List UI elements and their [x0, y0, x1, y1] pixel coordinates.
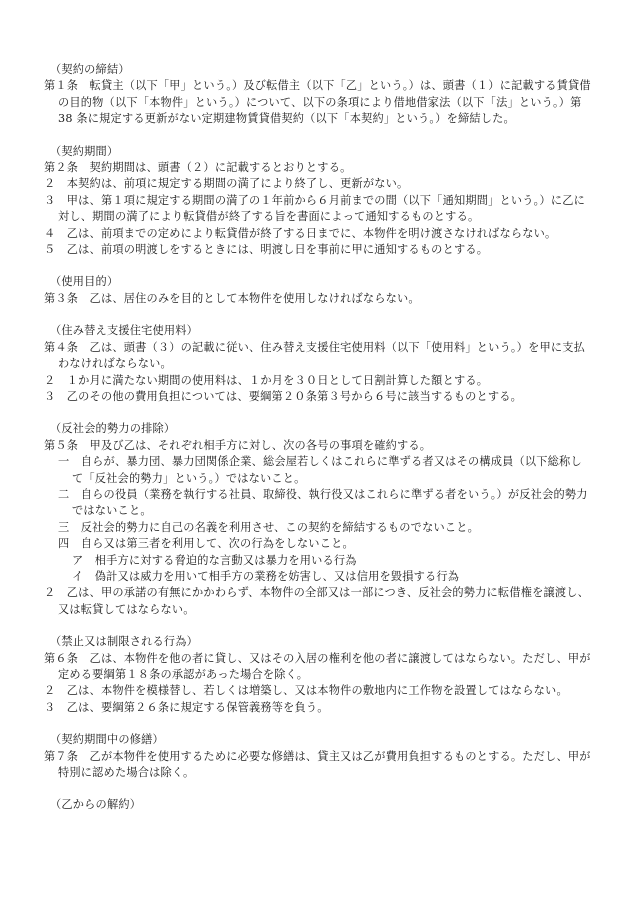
- article-5-paragraph-2: ２ 乙は、甲の承諾の有無にかかわらず、本物件の全部又は一部につき、反社会的勢力に転借権を譲渡し、又は転貸してはならない。: [44, 586, 590, 616]
- article-5-item-4-b: イ 偽計又は威力を用いて相手方の業務を妨害し、又は信用を毀損する行為: [72, 569, 460, 583]
- article-4-paragraph-3: ３ 乙のその他の費用負担については、要綱第２０条第３号から６号に該当するものとする。: [44, 389, 523, 403]
- article-6-heading: （禁止又は制限される行為）: [50, 635, 199, 649]
- article-2-paragraph-5: ５ 乙は、前項の明渡しをするときには、明渡し日を事前に甲に通知するものとする。: [44, 243, 489, 257]
- article-4-text: 第４条 乙は、頭書（３）の記載に従い、住み替え支援住宅使用料（以下「使用料」という。）を甲に支払わなければならない。: [44, 340, 586, 371]
- article-7-text: 第７条 乙が本物件を使用するために必要な修繕は、貸主又は乙が費用負担するものとする。ただし、甲が特別に認めた場合は除く。: [44, 749, 591, 780]
- article-5-item-4: 四 自ら又は第三者を利用して、次の行為をしないこと。: [58, 537, 354, 551]
- article-5: [44, 421, 592, 618]
- article-4: [44, 323, 592, 405]
- article-2-text: 第２条 契約期間は、頭書（２）に記載するとおりとする。: [44, 161, 352, 175]
- article-6: [44, 634, 592, 716]
- article-8: [44, 797, 592, 813]
- article-8-heading: （乙からの解約）: [50, 798, 142, 812]
- article-3-text: 第３条 乙は、居住のみを目的として本物件を使用しなければならない。: [44, 291, 420, 305]
- article-2-paragraph-4: ４ 乙は、前項までの定めにより転貸借が終了する日までに、本物件を明け渡さなければならない。: [44, 226, 557, 240]
- article-3: [44, 274, 592, 307]
- article-7-heading: （契約期間中の修繕）: [50, 733, 164, 747]
- article-5-item-2: 二 自らの役員（業務を執行する社員、取締役、執行役又はこれらに準ずる者をいう。）が反社会的勢力ではないこと。: [58, 487, 588, 518]
- article-1-heading: （契約の締結）: [50, 63, 130, 76]
- article-2-heading: （契約期間）: [50, 144, 119, 158]
- article-3-heading: （使用目的）: [50, 275, 119, 289]
- article-4-paragraph-2: ２ １か月に満たない期間の使用料は、１か月を３０日として日割計算した額とする。: [44, 373, 489, 387]
- article-5-text: 第５条 甲及び乙は、それぞれ相手方に対し、次の各号の事項を確約する。: [44, 438, 432, 452]
- article-2-paragraph-3: ３ 甲は、第１項に規定する期間の満了の１年前から６月前までの間（以下「通知期間」という。）に乙に対し、期間の満了により転貸借が終了する旨を書面によって通知するものとする。: [44, 193, 586, 224]
- article-5-item-3: 三 反社会的勢力に自己の名義を利用させ、この契約を締結するものでないこと。: [58, 520, 480, 534]
- article-7: [44, 732, 592, 781]
- article-6-paragraph-3: ３ 乙は、要綱第２６条に規定する保管義務等を負う。: [44, 700, 329, 714]
- article-2: [44, 144, 592, 259]
- article-5-item-1: 一 自らが、暴力団、暴力団関係企業、総会屋若しくはこれらに準ずる者又はその構成員（以下総称して「反社会的勢力」という。）ではないこと。: [58, 455, 582, 485]
- document-page: [44, 62, 592, 814]
- article-6-text: 第６条 乙は、本物件を他の者に貸し、又はその入居の権利を他の者に譲渡してはならない。ただし、甲が定める要綱第１８条の承認があった場合を除く。: [44, 651, 591, 681]
- article-6-paragraph-2: ２ 乙は、本物件を模様替し、若しくは増築し、又は本物件の敷地内に工作物を設置してはならない。: [44, 684, 568, 698]
- article-1-text: 第１条 転貸主（以下「甲」という。）及び転借主（以下「乙」という。）は、頭書（１）に記載する賃貸借の目的物（以下「本物件」という。）について、以下の条項により借地借家法（以下「法」という。）第 38 条に規定する更新がない定期建物賃貸借契約（以下「本契約」という。）を締結した。: [44, 79, 591, 126]
- article-1: [44, 62, 592, 128]
- article-4-heading: （住み替え支援住宅使用料）: [50, 324, 199, 338]
- article-2-paragraph-2: ２ 本契約は、前項に規定する期間の満了により終了し、更新がない。: [44, 177, 409, 191]
- article-5-heading: （反社会的勢力の排除）: [50, 422, 176, 436]
- article-5-item-4-a: ア 相手方に対する脅迫的な言動又は暴力を用いる行為: [72, 553, 357, 567]
